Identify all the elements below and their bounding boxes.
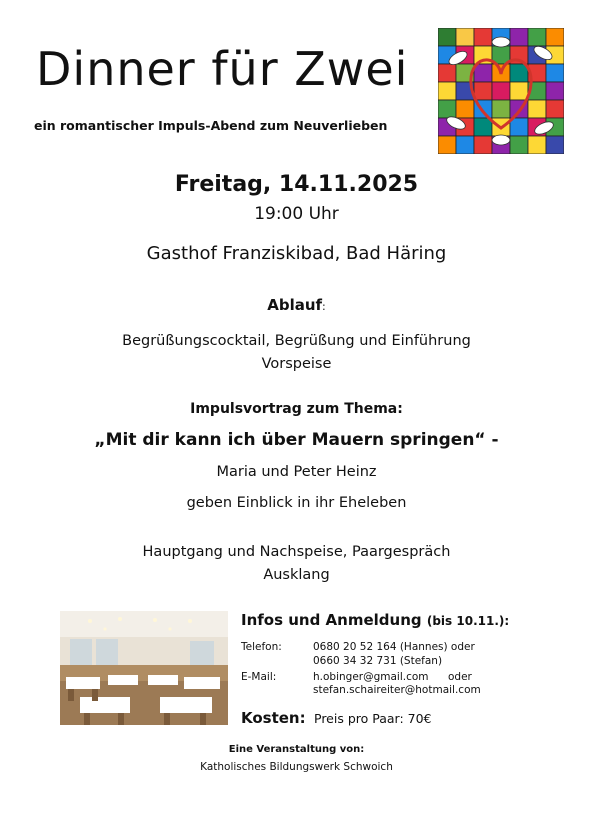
cost-value: Preis pro Paar: 70€	[314, 711, 432, 726]
closing-line-1: Hauptgang und Nachspeise, Paargespräch	[142, 544, 451, 560]
organizer-name: Katholisches Bildungswerk Schwoich	[200, 761, 393, 773]
info-heading	[241, 611, 509, 629]
email-or-text: oder	[448, 671, 472, 683]
phone-number-1[interactable]: 0680 20 52 164 (Hannes) oder	[313, 641, 475, 653]
email-address-1[interactable]: h.obinger@gmail.com	[313, 671, 429, 683]
organizer-heading: Eine Veranstaltung von:	[228, 744, 365, 755]
page-title: Dinner für Zwei	[36, 42, 409, 96]
agenda-heading-colon: :	[322, 300, 326, 313]
event-time: 19:00 Uhr	[254, 204, 339, 224]
agenda-line-1: Begrüßungscocktail, Begrüßung und Einführung	[122, 333, 471, 349]
restaurant-photo	[60, 611, 228, 725]
event-date: Freitag, 14.11.2025	[174, 172, 419, 197]
info-heading-text: Infos und Anmeldung	[241, 611, 422, 629]
talk-speakers: Maria und Peter Heinz	[216, 464, 377, 480]
email-label: E-Mail:	[241, 671, 277, 683]
page-subtitle: ein romantischer Impuls-Abend zum Neuverlieben	[34, 118, 388, 133]
hands-heart-artwork	[438, 28, 564, 154]
cost-heading: Kosten:	[241, 709, 306, 727]
email-address-2[interactable]: stefan.schaireiter@hotmail.com	[313, 684, 481, 696]
phone-number-2[interactable]: 0660 34 32 731 (Stefan)	[313, 655, 443, 667]
phone-label: Telefon:	[241, 641, 282, 653]
event-venue: Gasthof Franziskibad, Bad Häring	[146, 243, 447, 264]
info-deadline: (bis 10.11.):	[426, 614, 510, 628]
agenda-line-2: Vorspeise	[261, 356, 332, 372]
talk-quote: „Mit dir kann ich über Mauern springen“ -	[94, 430, 499, 450]
talk-description: geben Einblick in ihr Eheleben	[186, 495, 407, 511]
closing-line-2: Ausklang	[263, 567, 330, 583]
agenda-heading-text: Ablauf	[267, 296, 323, 314]
agenda-heading	[0, 296, 593, 314]
talk-heading: Impulsvortrag zum Thema:	[190, 401, 403, 417]
